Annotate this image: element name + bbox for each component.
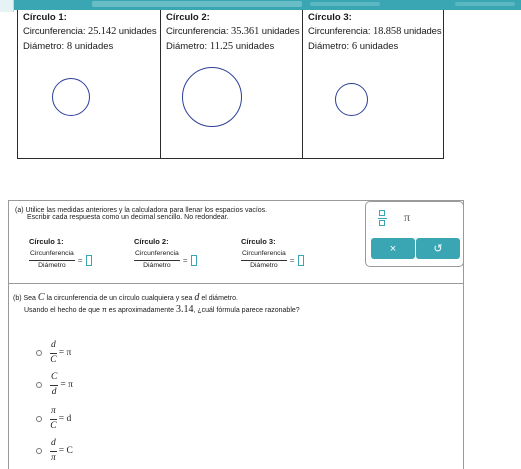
undo-button[interactable] xyxy=(416,238,460,259)
part-a-instruction: (a) Utilice las medidas anteriores y la calculadora para llenar los espacios vacíos. xyxy=(15,207,268,214)
ratio-fraction: $\frac{\text{Circunferencia}}{\text{Diámetro}}$ xyxy=(30,250,74,269)
circle-2-drawing xyxy=(182,67,242,127)
ratio-fraction: $\frac{\text{Circunferencia}}{\text{Diámetro}}$ xyxy=(135,250,179,269)
circumference-value: 35.361 xyxy=(230,26,260,37)
formula-rhs: = d xyxy=(58,414,72,424)
circumference-line: Circunferencia: 35.361 unidades xyxy=(166,26,300,37)
diameter-line: Diámetro: 6 unidades xyxy=(308,41,399,52)
circle-3-drawing xyxy=(335,83,368,116)
formula-rhs: = π xyxy=(60,380,73,390)
diameter-line: Diámetro: 8 unidades xyxy=(23,41,114,52)
radio-button[interactable] xyxy=(36,416,42,422)
circle-measurements-table xyxy=(17,10,444,159)
pi-button[interactable]: π xyxy=(404,210,411,224)
circle-title: Círculo 2: xyxy=(166,12,210,23)
part-b-question: Usando el hecho de que π es aproximadamente 3.14, ¿cuál fórmula parece razonable? xyxy=(24,304,300,315)
ratio-equation-1: $\frac{\text{Circunferencia}}{\text{Diámetro}}$ = xyxy=(29,251,92,270)
math-toolbox xyxy=(365,201,464,267)
diameter-value: 8 xyxy=(66,41,73,52)
formula-fraction: π C xyxy=(50,406,57,431)
circle-title: Círculo 3: xyxy=(308,12,352,23)
formula-fraction: C d xyxy=(51,372,58,397)
radio-button[interactable] xyxy=(36,350,42,356)
circumference-line: Circunferencia: 25.142 unidades xyxy=(23,26,157,37)
ratio-label-circle-1: Círculo 1: xyxy=(29,237,64,246)
circle-1-cell xyxy=(18,10,161,158)
formula-option-3[interactable] xyxy=(36,407,71,431)
diameter-value: 6 xyxy=(351,41,358,52)
banner-text-faded xyxy=(92,1,302,7)
circle-3-cell xyxy=(303,10,445,158)
top-banner xyxy=(0,0,521,10)
undo-icon: ↺ xyxy=(433,243,443,255)
diameter-value: 11.25 xyxy=(209,41,234,52)
formula-option-4[interactable] xyxy=(36,439,73,463)
ratio-answer-input-2[interactable] xyxy=(191,255,197,266)
circle-2-cell xyxy=(161,10,303,158)
formula-fraction: d C xyxy=(50,340,57,365)
ratio-answer-input-1[interactable] xyxy=(86,255,92,266)
circumference-value: 18.858 xyxy=(372,26,402,37)
formula-rhs: = π xyxy=(58,348,72,358)
banner-text-faded xyxy=(310,2,380,6)
formula-option-2[interactable] xyxy=(36,373,73,397)
part-b-instruction: (b) Sea C la circunferencia de un círculo cualquiera y sea d el diámetro. xyxy=(13,292,238,303)
ratio-answer-input-3[interactable] xyxy=(298,255,304,266)
ratio-fraction: $\frac{\text{Circunferencia}}{\text{Diámetro}}$ xyxy=(242,250,286,269)
corner-tab[interactable] xyxy=(0,0,14,12)
fraction-template-icon[interactable] xyxy=(376,210,388,228)
formula-option-1[interactable] xyxy=(36,341,71,365)
diameter-line: Diámetro: 11.25 unidades xyxy=(166,41,275,52)
circle-title: Círculo 1: xyxy=(23,12,67,23)
close-icon: × xyxy=(389,242,397,255)
formula-fraction: d π xyxy=(50,438,56,463)
part-a-instruction-2: Escribir cada respuesta como un decimal sencillo. No redondear. xyxy=(27,214,229,221)
ratio-equation-2: $\frac{\text{Circunferencia}}{\text{Diámetro}}$ = xyxy=(134,251,197,270)
clear-button[interactable] xyxy=(371,238,415,259)
ratio-label-circle-2: Círculo 2: xyxy=(134,237,169,246)
radio-button[interactable] xyxy=(36,448,42,454)
banner-text-faded xyxy=(455,2,515,6)
circumference-value: 25.142 xyxy=(87,26,117,37)
radio-button[interactable] xyxy=(36,382,42,388)
ratio-label-circle-3: Círculo 3: xyxy=(241,237,276,246)
formula-rhs: = C xyxy=(58,446,73,456)
circumference-line: Circunferencia: 18.858 unidades xyxy=(308,26,442,37)
ratio-equation-3: $\frac{\text{Circunferencia}}{\text{Diámetro}}$ = xyxy=(241,251,304,270)
circle-1-drawing xyxy=(52,78,90,116)
